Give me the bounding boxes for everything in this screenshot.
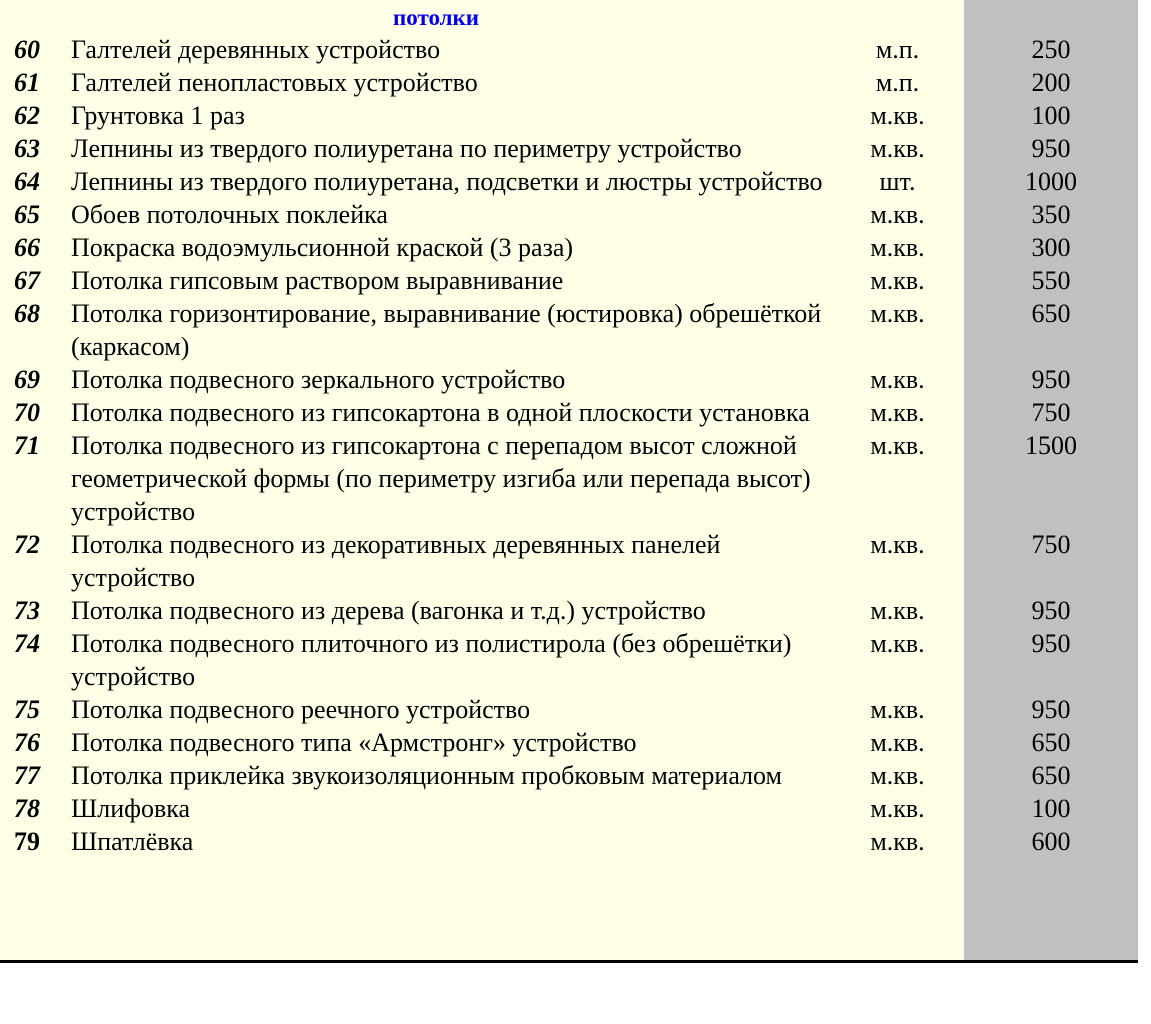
unit: м.кв. [870,827,925,856]
work-name: Грунтовка 1 раз [71,101,245,130]
unit: м.кв. [870,299,925,328]
work-name: Лепнины из твердого полиуретана, подсветки и люстры устройство [71,167,823,196]
table-row [0,33,1138,66]
unit: м.кв. [870,134,925,163]
price: 950 [1031,629,1071,658]
work-name: Потолка подвесного из декоративных деревянных панелей устройство [71,530,721,592]
work-name: Потолка подвесного из гипсокартона с перепадом высот сложной геометрической формы (по периметру изгиба или перепада высот) устройство [71,431,811,526]
table-row [0,792,1138,825]
row-number: 66 [14,233,40,262]
row-number: 63 [14,134,40,163]
unit: м.кв. [870,266,925,295]
unit: м.кв. [870,233,925,262]
work-name: Потолка подвесного зеркального устройство [71,365,566,394]
unit: м.кв. [870,794,925,823]
work-name: Потолка гипсовым раствором выравнивание [71,266,564,295]
row-number: 73 [14,596,40,625]
row-number: 77 [14,761,40,790]
price: 100 [1031,794,1071,823]
unit: м.кв. [870,200,925,229]
price: 750 [1031,398,1071,427]
price-table [0,33,1138,858]
row-number: 78 [14,794,40,823]
price: 950 [1031,695,1071,724]
unit: м.кв. [870,101,925,130]
unit: м.кв. [870,431,925,460]
price: 950 [1031,596,1071,625]
row-number: 76 [14,728,40,757]
unit: м.кв. [870,365,925,394]
bottom-rule [0,960,1138,963]
table-row [0,231,1138,264]
work-name: Потолка подвесного реечного устройство [71,695,531,724]
unit: м.кв. [870,596,925,625]
row-number: 71 [14,431,40,460]
unit: м.кв. [870,530,925,559]
table-row [0,726,1138,759]
price: 950 [1031,134,1071,163]
price: 650 [1031,761,1071,790]
work-name: Галтелей деревянных устройство [71,35,441,64]
row-number: 70 [14,398,40,427]
price: 650 [1031,728,1071,757]
table-row [0,198,1138,231]
unit: м.кв. [870,761,925,790]
table-row [0,429,1138,528]
price: 600 [1031,827,1071,856]
price: 200 [1031,68,1071,97]
table-row [0,99,1138,132]
price: 300 [1031,233,1071,262]
row-number: 61 [14,68,40,97]
work-name: Шлифовка [71,794,191,823]
price: 650 [1031,299,1071,328]
row-number: 72 [14,530,40,559]
row-number: 69 [14,365,40,394]
row-number: 68 [14,299,40,328]
work-name: Потолка приклейка звукоизоляционным пробковым материалом [71,761,783,790]
price: 750 [1031,530,1071,559]
price: 550 [1031,266,1071,295]
row-number: 64 [14,167,40,196]
price: 250 [1031,35,1071,64]
table-row [0,528,1138,594]
work-name: Обоев потолочных поклейка [71,200,388,229]
table-row [0,297,1138,363]
price: 100 [1031,101,1071,130]
table-row [0,759,1138,792]
section-title: потолки [393,5,480,30]
table-row [0,264,1138,297]
row-number: 65 [14,200,40,229]
work-name: Покраска водоэмульсионной краской (3 раза) [71,233,574,262]
row-number: 60 [14,35,40,64]
table-row [0,363,1138,396]
table-row [0,66,1138,99]
table-row [0,627,1138,693]
price: 350 [1031,200,1071,229]
unit: м.кв. [870,695,925,724]
table-row [0,396,1138,429]
work-name: Потолка подвесного плиточного из полистирола (без обрешётки) устройство [71,629,792,691]
table-row [0,594,1138,627]
unit: шт. [879,167,916,196]
table-row [0,693,1138,726]
row-number: 74 [14,629,40,658]
row-number: 67 [14,266,40,295]
row-number: 79 [14,827,40,856]
unit: м.кв. [870,629,925,658]
unit: м.п. [875,35,920,64]
price: 950 [1031,365,1071,394]
work-name: Потолка подвесного типа «Армстронг» устройство [71,728,637,757]
unit: м.кв. [870,398,925,427]
work-name: Галтелей пенопластовых устройство [71,68,478,97]
table-row [0,132,1138,165]
table-row [0,825,1138,858]
work-name: Потолка подвесного из дерева (вагонка и т.д.) устройство [71,596,706,625]
work-name: Шпатлёвка [71,827,194,856]
price: 1500 [1025,431,1077,460]
work-name: Потолка подвесного из гипсокартона в одной плоскости установка [71,398,810,427]
work-name: Лепнины из твердого полиуретана по периметру устройство [71,134,742,163]
work-name: Потолка горизонтирование, выравнивание (юстировка) обрешёткой (каркасом) [71,299,822,361]
price: 1000 [1025,167,1077,196]
row-number: 75 [14,695,40,724]
unit: м.п. [875,68,920,97]
unit: м.кв. [870,728,925,757]
table-row [0,165,1138,198]
row-number: 62 [14,101,40,130]
